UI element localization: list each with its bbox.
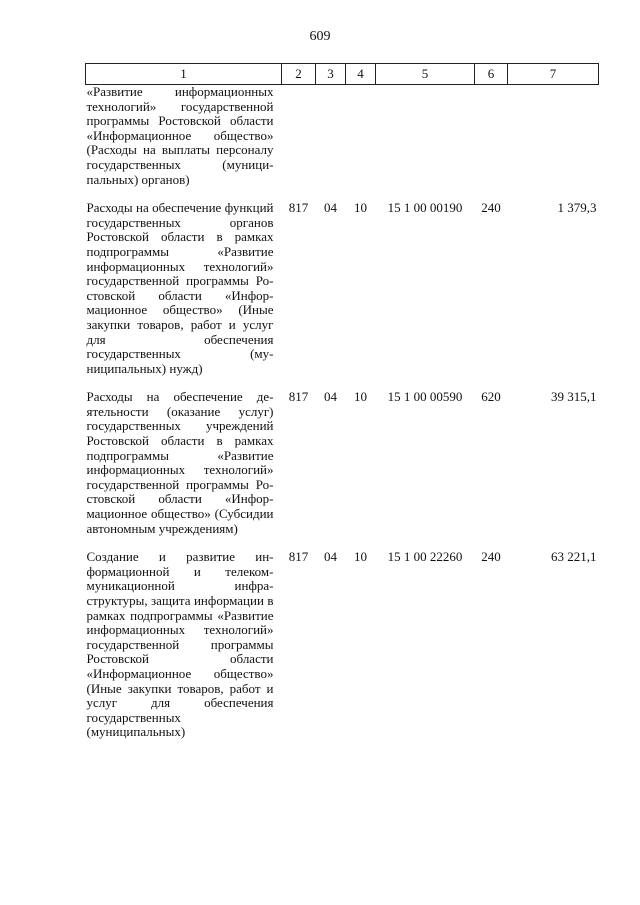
row-col-4 bbox=[346, 85, 376, 202]
header-col-7: 7 bbox=[508, 64, 599, 85]
row-col-4: 10 bbox=[354, 200, 367, 216]
table-header bbox=[86, 64, 599, 85]
header-col-1: 1 bbox=[86, 64, 282, 85]
table-body bbox=[86, 85, 599, 740]
budget-table bbox=[85, 63, 599, 740]
row-col-4: 10 bbox=[354, 549, 367, 565]
table-row bbox=[86, 85, 599, 202]
header-col-3: 3 bbox=[316, 64, 346, 85]
row-col-2 bbox=[282, 85, 316, 202]
row-col-2: 817 bbox=[288, 549, 309, 565]
table-row bbox=[86, 201, 599, 390]
row-name: Расходы на обеспечение деятельности (оказание услуг) государственных учреждений Ростовской области в рамках подпрограммы «Развитие информационных технологий» государственной программы Ростовской области «Информационное общество» (Субсидии автономным учреждениям) bbox=[86, 389, 274, 536]
row-col-5 bbox=[376, 85, 475, 202]
table-row bbox=[86, 550, 599, 740]
row-col-5: 15 1 00 22260 bbox=[387, 549, 463, 565]
header-col-5: 5 bbox=[376, 64, 475, 85]
row-name: «Развитие информационных технологий» государственной программы Ростовской области «Информационное общество» (Расходы на выплаты персоналу государственных (муниципальных) органов) bbox=[86, 84, 274, 187]
table-row bbox=[86, 390, 599, 550]
row-col-3: 04 bbox=[324, 200, 337, 216]
row-col-7: 39 315,1 bbox=[551, 389, 597, 405]
row-col-5: 15 1 00 00190 bbox=[387, 200, 463, 216]
row-col-5: 15 1 00 00590 bbox=[387, 389, 463, 405]
row-col-6: 240 bbox=[481, 549, 501, 565]
row-col-3: 04 bbox=[324, 389, 337, 405]
header-row bbox=[86, 64, 599, 85]
row-col-3: 04 bbox=[324, 549, 337, 565]
row-col-6 bbox=[475, 85, 508, 202]
header-col-4: 4 bbox=[346, 64, 376, 85]
row-col-2: 817 bbox=[288, 389, 309, 405]
row-col-7: 63 221,1 bbox=[551, 549, 597, 565]
page-number: 609 bbox=[309, 29, 331, 44]
row-col-4: 10 bbox=[354, 389, 367, 405]
header-col-6: 6 bbox=[475, 64, 508, 85]
row-col-7 bbox=[508, 85, 599, 202]
row-col-7: 1 379,3 bbox=[557, 200, 597, 216]
header-col-2: 2 bbox=[282, 64, 316, 85]
row-name: Расходы на обеспечение функций государственных органов Ростовской области в рамках подпрограммы «Развитие информационных технологий» государственной программы Ростовской области «Информационное общество» (Иные закупки товаров, работ и услуг для обеспечения государственных (муниципальных) нужд) bbox=[86, 200, 274, 376]
row-col-3 bbox=[316, 85, 346, 202]
row-col-6: 620 bbox=[481, 389, 501, 405]
row-col-2: 817 bbox=[288, 200, 309, 216]
row-col-6: 240 bbox=[481, 200, 501, 216]
row-name: Создание и развитие информационной и телекоммуникационной инфраструктуры, защита информации в рамках подпрограммы «Развитие информационных технологий» государственной программы Ростовской области «Информационное общество» (Иные закупки товаров, работ и услуг для обеспечения государственных (муниципальных) bbox=[86, 549, 274, 740]
